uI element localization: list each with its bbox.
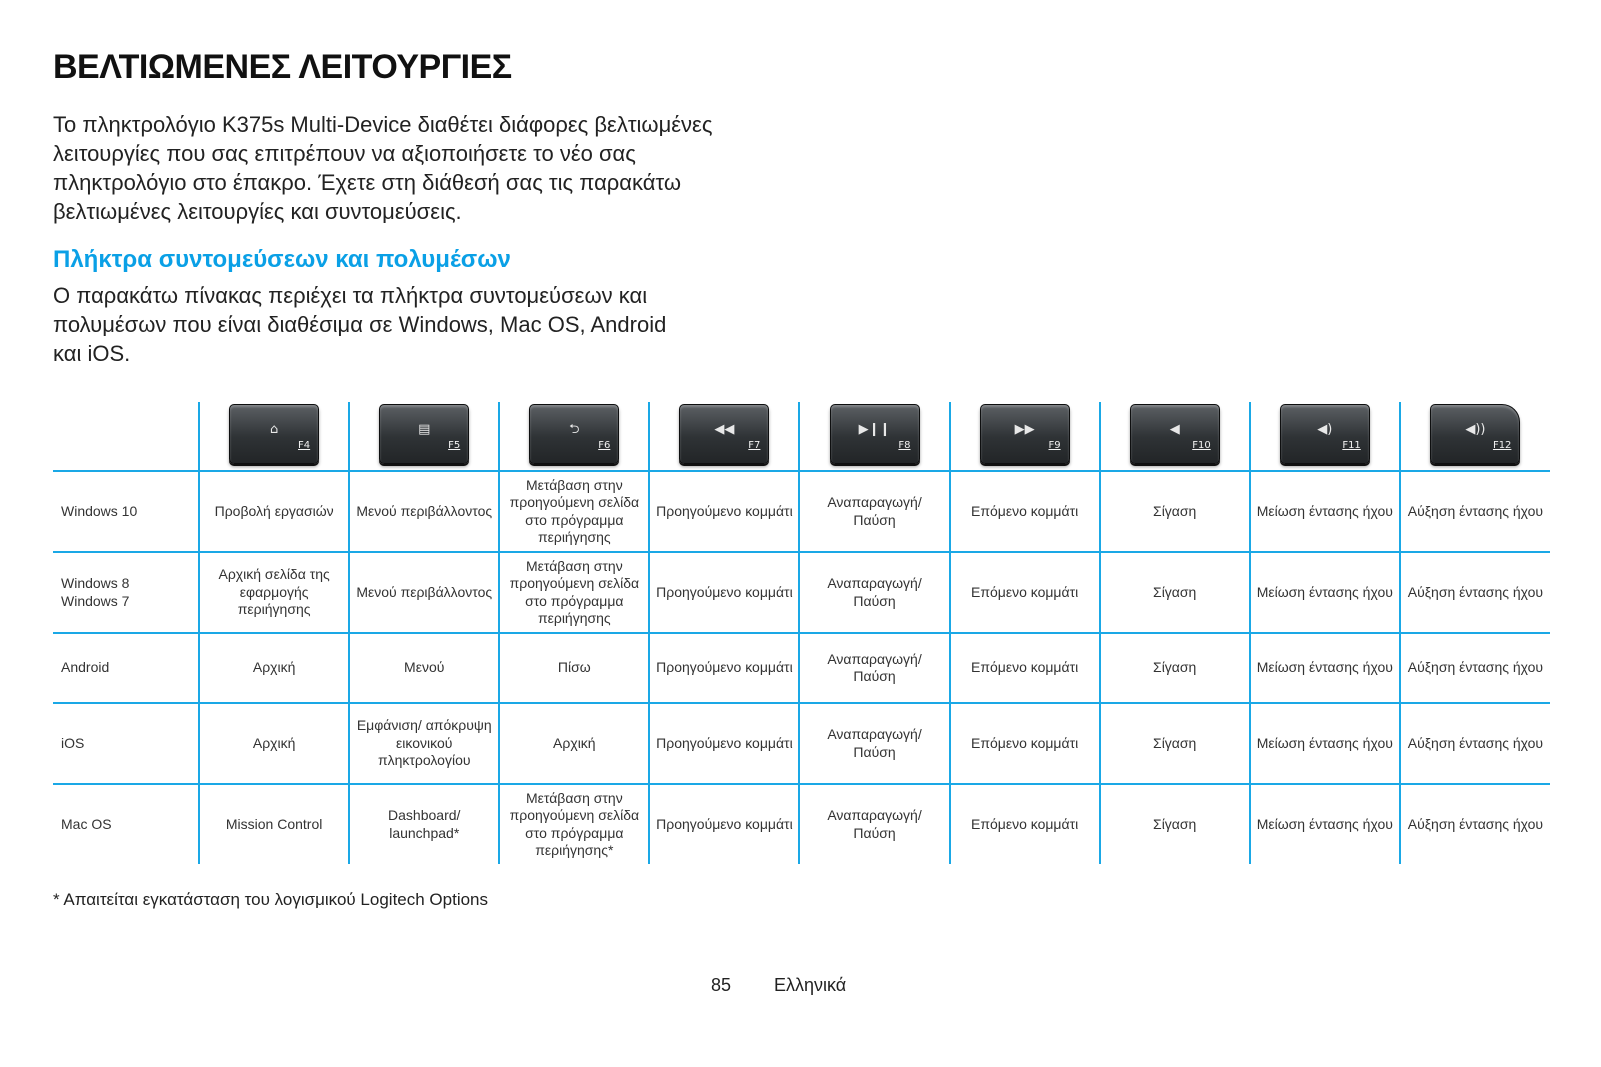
- table-cell: Σίγαση: [1100, 471, 1250, 552]
- key-label: F10: [1192, 440, 1211, 452]
- page-title: ΒΕΛΤΙΩΜΕΝΕΣ ΛΕΙΤΟΥΡΓΙΕΣ: [53, 48, 512, 86]
- table-cell: Αύξηση έντασης ήχου: [1400, 703, 1550, 784]
- home-icon: ⌂: [270, 421, 279, 437]
- key-f6: [529, 404, 619, 464]
- table-cell: Αύξηση έντασης ήχου: [1400, 471, 1550, 552]
- os-name: iOS: [61, 734, 85, 751]
- os-cell: [53, 471, 199, 552]
- key-label: F4: [298, 440, 311, 452]
- key-f8: [830, 404, 920, 464]
- table-cell: Επόμενο κομμάτι: [950, 784, 1100, 864]
- table-cell: Αναπαραγωγή/ Παύση: [799, 552, 949, 633]
- os-name: Windows 7: [61, 592, 130, 609]
- header-blank-cell: [53, 402, 199, 471]
- key-f7: [679, 404, 769, 464]
- section-heading: Πλήκτρα συντομεύσεων και πολυμέσων: [53, 246, 511, 273]
- table-cell: Προηγούμενο κομμάτι: [649, 633, 799, 703]
- os-cell: [53, 552, 199, 633]
- table-cell: Σίγαση: [1100, 703, 1250, 784]
- volume-up-icon: ◀)): [1465, 421, 1486, 437]
- table-cell: Μείωση έντασης ήχου: [1250, 552, 1400, 633]
- intro-paragraph: Το πληκτρολόγιο K375s Multi-Device διαθέτει διάφορες βελτιωμένες λειτουργίες που σας επιτρέπουν να αξιοποιήσετε το νέο σας πληκτρολόγιο στο έπακρο. Έχετε στη διάθεσή σας τις παρακάτω βελτιωμένες λειτουργίες και συντομεύσεις.: [53, 112, 713, 224]
- key-label: F5: [448, 440, 461, 452]
- fast-forward-icon: ▶▶: [1014, 421, 1035, 437]
- table-row-android: [53, 633, 1550, 703]
- table-cell: Προηγούμενο κομμάτι: [649, 552, 799, 633]
- os-cell: [53, 633, 199, 703]
- os-cell: [53, 784, 199, 864]
- key-f11: [1280, 404, 1370, 464]
- key-f9: [980, 404, 1070, 464]
- key-label: F8: [898, 440, 911, 452]
- table-cell: Αρχική: [199, 703, 349, 784]
- table-cell: Προηγούμενο κομμάτι: [649, 784, 799, 864]
- table-cell: Επόμενο κομμάτι: [950, 552, 1100, 633]
- table-cell: Επόμενο κομμάτι: [950, 703, 1100, 784]
- table-row-windows-10: [53, 471, 1550, 552]
- key-f4: [229, 404, 319, 464]
- os-name: Android: [61, 659, 110, 676]
- mute-icon: ◀: [1169, 421, 1180, 437]
- table-cell: Μείωση έντασης ήχου: [1250, 784, 1400, 864]
- menu-icon: ▤: [418, 421, 431, 437]
- table-cell: Μενού περιβάλλοντος: [349, 552, 499, 633]
- play-pause-icon: ▶❙❙: [858, 421, 891, 437]
- key-f5: [379, 404, 469, 464]
- table-cell: Μείωση έντασης ήχου: [1250, 633, 1400, 703]
- table-cell: Αρχική: [499, 703, 649, 784]
- table-cell: Πίσω: [499, 633, 649, 703]
- key-label: F12: [1492, 440, 1512, 452]
- table-row-windows-8-7: [53, 552, 1550, 633]
- os-name: Windows 8: [61, 575, 130, 591]
- table-cell: Εμφάνιση/ απόκρυψη εικονικού πληκτρολογίου: [349, 703, 499, 784]
- table-cell: Προβολή εργασιών: [199, 471, 349, 552]
- os-name: Windows 10: [61, 502, 138, 519]
- key-label: F9: [1048, 440, 1061, 452]
- rewind-icon: ◀◀: [714, 421, 735, 437]
- table-row-ios: [53, 703, 1550, 784]
- language-label: Ελληνικά: [774, 975, 847, 995]
- table-cell: Αρχική: [199, 633, 349, 703]
- table-cell: Μενού περιβάλλοντος: [349, 471, 499, 552]
- back-arrow-icon: ⮌: [569, 421, 580, 437]
- table-cell: Σίγαση: [1100, 552, 1250, 633]
- table-cell: Μείωση έντασης ήχου: [1250, 703, 1400, 784]
- shortcut-keys-table: [53, 402, 1550, 864]
- table-cell: Αύξηση έντασης ήχου: [1400, 552, 1550, 633]
- os-cell: [53, 703, 199, 784]
- table-cell: Αναπαραγωγή/ Παύση: [799, 633, 949, 703]
- key-label: F6: [598, 440, 611, 452]
- section-paragraph: Ο παρακάτω πίνακας περιέχει τα πλήκτρα συντομεύσεων και πολυμέσων που είναι διαθέσιμα σε Windows, Mac OS, Android και iOS.: [53, 283, 667, 366]
- table-cell: Μετάβαση στην προηγούμενη σελίδα στο πρόγραμμα περιήγησης*: [499, 784, 649, 864]
- table-cell: Επόμενο κομμάτι: [950, 633, 1100, 703]
- page-number: 85: [711, 975, 732, 995]
- table-cell: Μείωση έντασης ήχου: [1250, 471, 1400, 552]
- volume-down-icon: ◀): [1317, 421, 1333, 437]
- os-name: Mac OS: [61, 815, 112, 832]
- key-label: F11: [1342, 440, 1361, 452]
- table-cell: Dashboard/ launchpad*: [349, 784, 499, 864]
- table-cell: Προηγούμενο κομμάτι: [649, 471, 799, 552]
- table-cell: Μενού: [349, 633, 499, 703]
- table-cell: Μετάβαση στην προηγούμενη σελίδα στο πρόγραμμα περιήγησης: [499, 471, 649, 552]
- table-cell: Αρχική σελίδα της εφαρμογής περιήγησης: [199, 552, 349, 633]
- table-cell: Μετάβαση στην προηγούμενη σελίδα στο πρόγραμμα περιήγησης: [499, 552, 649, 633]
- table-cell: Επόμενο κομμάτι: [950, 471, 1100, 552]
- table-cell: Σίγαση: [1100, 784, 1250, 864]
- table-cell: Σίγαση: [1100, 633, 1250, 703]
- key-header-row: [53, 402, 1550, 471]
- footnote: * Απαιτείται εγκατάσταση του λογισμικού Logitech Options: [53, 890, 489, 909]
- key-f12: [1430, 404, 1520, 464]
- table-cell: Mission Control: [199, 784, 349, 864]
- table-row-mac-os: [53, 784, 1550, 864]
- key-f10: [1130, 404, 1220, 464]
- table-cell: Αύξηση έντασης ήχου: [1400, 784, 1550, 864]
- key-label: F7: [748, 440, 761, 452]
- table-cell: Αναπαραγωγή/ Παύση: [799, 703, 949, 784]
- table-cell: Αναπαραγωγή/ Παύση: [799, 471, 949, 552]
- table-cell: Αναπαραγωγή/ Παύση: [799, 784, 949, 864]
- table-cell: Προηγούμενο κομμάτι: [649, 703, 799, 784]
- table-cell: Αύξηση έντασης ήχου: [1400, 633, 1550, 703]
